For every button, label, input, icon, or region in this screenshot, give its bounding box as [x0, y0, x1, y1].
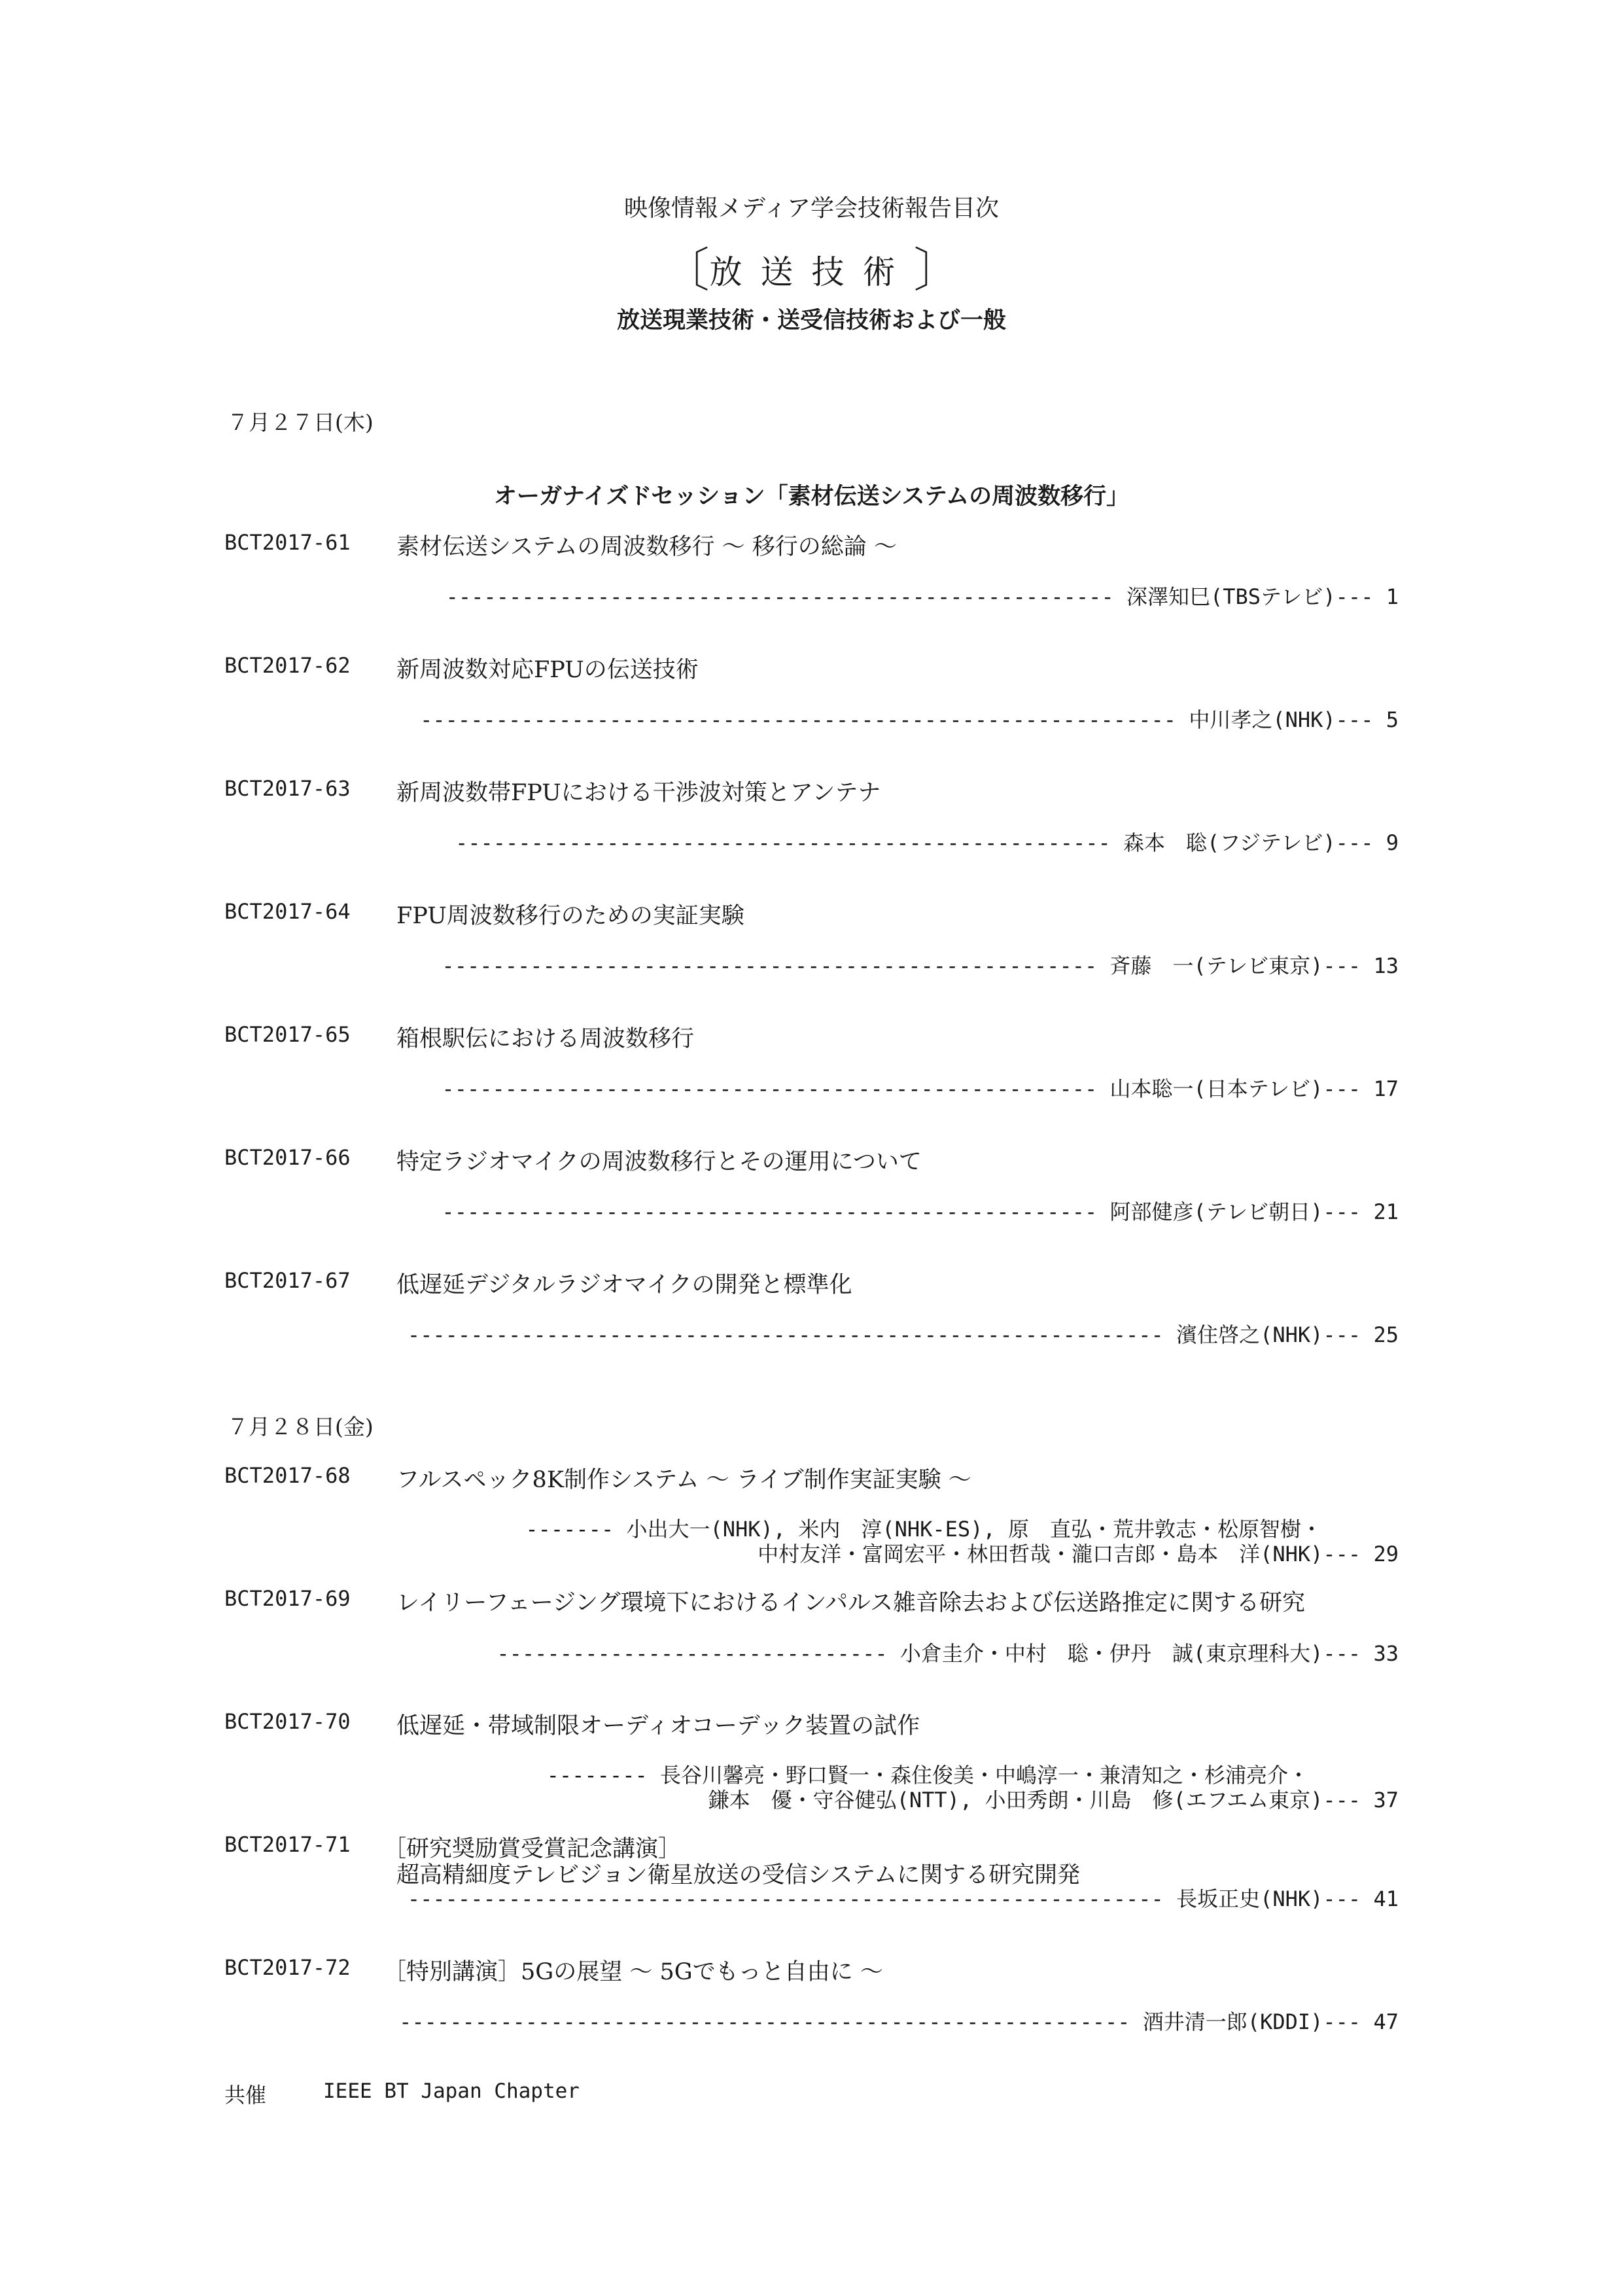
entry-byline: ---------------------------------------------------- 森本 聡(フジテレビ)--- 9: [455, 830, 1399, 855]
entry-title-continued: 超高精細度テレビジョン衛星放送の受信システムに関する研究開発: [396, 1862, 1081, 1888]
entry-title: 箱根駅伝における周波数移行: [396, 1026, 695, 1052]
right-bracket: 〕: [913, 243, 961, 298]
entry-byline: ---------------------------------------------------- 斉藤 一(テレビ東京)--- 13: [442, 953, 1399, 978]
entry-byline: ------- 小出大一(NHK), 米内 淳(NHK-ES), 原 直弘・荒井敦志・松原智樹・: [525, 1517, 1322, 1542]
entry-byline: ---------------------------------------------------- 阿部健彦(テレビ朝日)--- 21: [442, 1199, 1399, 1224]
entry-code: BCT2017-62: [224, 653, 351, 678]
entry-code: BCT2017-67: [224, 1268, 351, 1293]
entry-byline: ---------------------------------------------------- 山本聡一(日本テレビ)--- 17: [442, 1076, 1399, 1101]
main-title-text: 放送技術: [709, 253, 914, 291]
entry-byline: ------------------------------- 小倉圭介・中村 聡・伊丹 誠(東京理科大)--- 33: [497, 1641, 1399, 1666]
document-main-title: [0, 229, 1623, 297]
entry-byline-continued: 中村友洋・富岡宏平・林田哲哉・瀧口吉郎・島本 洋(NHK)--- 29: [758, 1542, 1399, 1566]
entry-title: 低遅延・帯域制限オーディオコーデック装置の試作: [396, 1713, 920, 1739]
entry-code: BCT2017-71: [224, 1832, 351, 1857]
entry-code: BCT2017-68: [224, 1463, 351, 1488]
entry-code: BCT2017-64: [224, 899, 351, 924]
entry-title: FPU周波数移行のための実証実験: [396, 903, 744, 929]
entry-title: 素材伝送システムの周波数移行 ～ 移行の総論 ～: [396, 534, 897, 560]
entry-title: フルスペック8K制作システム ～ ライブ制作実証実験 ～: [396, 1467, 971, 1493]
entry-title: 新周波数帯FPUにおける干渉波対策とアンテナ: [396, 780, 881, 806]
entry-title: レイリーフェージング環境下におけるインパルス雑音除去および伝送路推定に関する研究: [396, 1590, 1305, 1616]
entry-code: BCT2017-66: [224, 1145, 351, 1170]
entry-title: 低遅延デジタルラジオマイクの開発と標準化: [396, 1272, 852, 1298]
session-title: オーガナイズドセッション「素材伝送システムの周波数移行」: [493, 484, 1130, 510]
entry-code: BCT2017-65: [224, 1022, 351, 1047]
cosponsor-label: 共催: [224, 2083, 267, 2108]
entry-byline: ---------------------------------------------------------- 酒井清一郎(KDDI)--- 47: [399, 2009, 1399, 2034]
entry-byline: ------------------------------------------------------------ 中川孝之(NHK)--- 5: [420, 707, 1399, 732]
entry-code: BCT2017-63: [224, 776, 351, 801]
left-bracket: 〔: [662, 243, 710, 298]
entry-title: ［研究奨励賞受賞記念講演］: [383, 1836, 682, 1862]
entry-byline-continued: 鎌本 優・守谷健弘(NTT), 小田秀朗・川島 修(エフエム東京)--- 37: [708, 1788, 1399, 1812]
entry-byline: -------- 長谷川馨亮・野口賢一・森住俊美・中嶋淳一・兼清知之・杉浦亮介・: [546, 1763, 1309, 1788]
entry-code: BCT2017-61: [224, 530, 351, 555]
entry-title: 新周波数対応FPUの伝送技術: [396, 657, 699, 683]
entry-code: BCT2017-70: [224, 1709, 351, 1734]
entry-code: BCT2017-69: [224, 1586, 351, 1611]
entry-title: ［特別講演］5Gの展望 ～ 5Gでもっと自由に ～: [383, 1959, 883, 1985]
entry-title: 特定ラジオマイクの周波数移行とその運用について: [396, 1149, 922, 1175]
cosponsor-value: IEEE BT Japan Chapter: [323, 2079, 580, 2103]
entry-byline: ------------------------------------------------------------ 濱住啓之(NHK)--- 25: [407, 1322, 1399, 1347]
entry-code: BCT2017-72: [224, 1955, 351, 1980]
entry-byline: ------------------------------------------------------------ 長坂正史(NHK)--- 41: [407, 1886, 1399, 1911]
date-day1: ７月２７日(木): [227, 410, 374, 435]
document-subtitle: 放送現業技術・送受信技術および一般: [616, 308, 1006, 334]
document-supertitle: 映像情報メディア学会技術報告目次: [623, 195, 1000, 222]
date-day2: ７月２８日(金): [227, 1414, 374, 1439]
entry-byline: ----------------------------------------------------- 深澤知巳(TBSテレビ)--- 1: [445, 584, 1399, 609]
